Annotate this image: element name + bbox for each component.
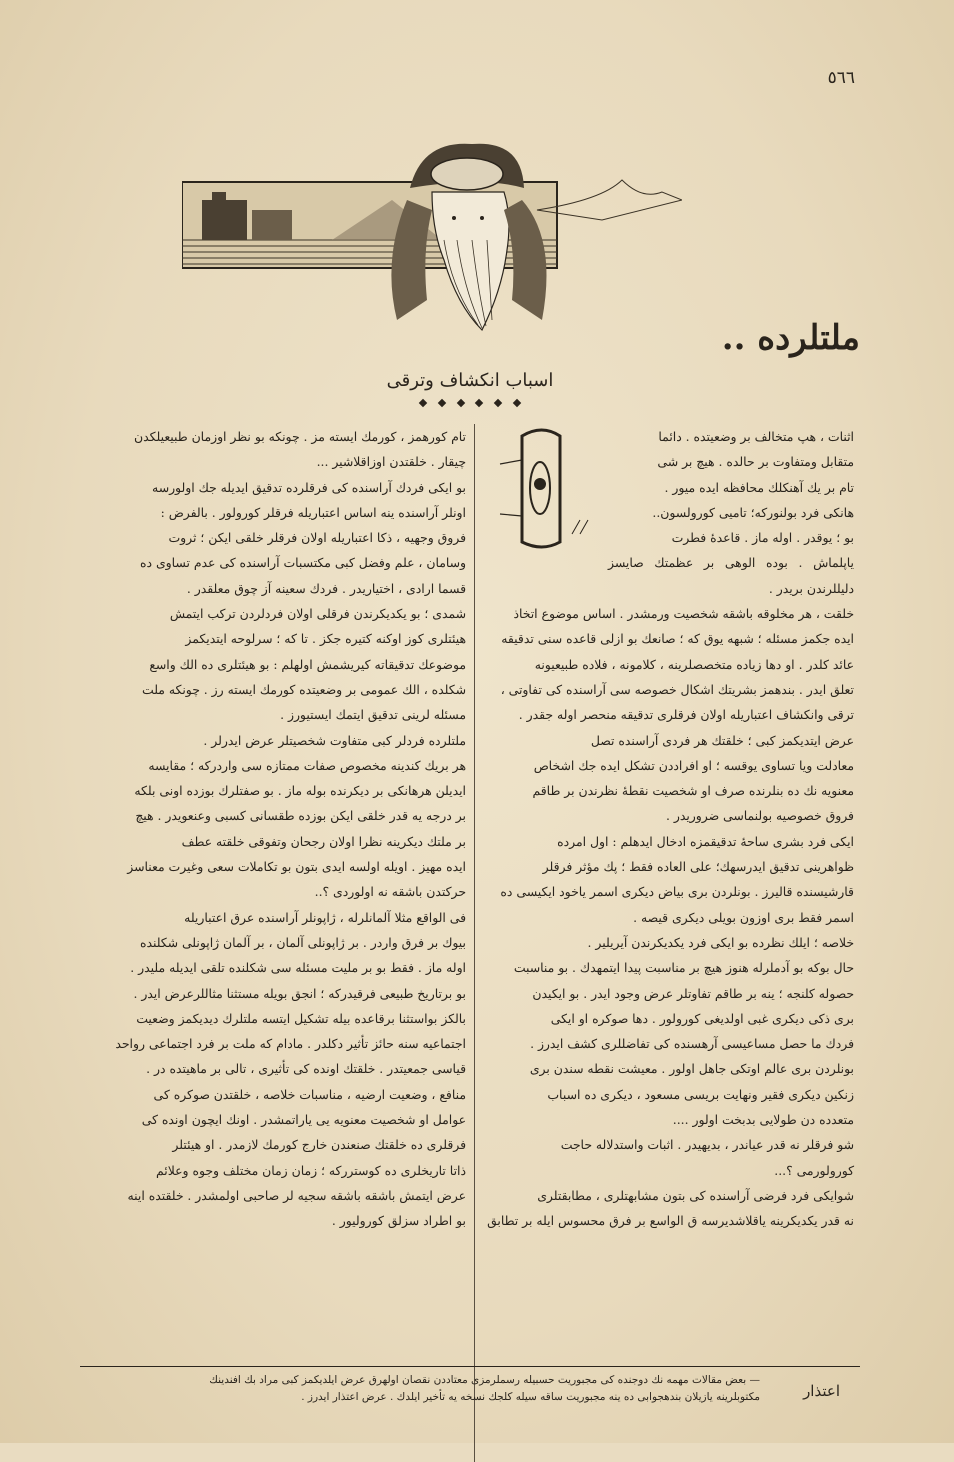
page-number: ٥٦٦ [827, 68, 855, 88]
paragraph-line: اثنات ، هپ متخالف بر وضعیتده . دائما [658, 429, 854, 444]
paragraph-line: ذاتا تاریخلری ده کوستررکه ؛ زمان زمان مختلف وجوه وعلائم [156, 1162, 466, 1178]
paragraph-line: بونلردن بری عالم اوتکی جاهل اولور . معیشت نقطه سندن بری [529, 1061, 854, 1077]
paragraph-line: اوله ماز . فقط بو بر ملیت مسئله سی شکلنده تلقی ایدیله ملیدر . [130, 960, 466, 976]
paragraph-line: وسامان ، علم وفضل کبی مکتسبات آراسنده کی عدم تساوی ده [140, 555, 466, 571]
paragraph-line: قیاسی جمعیتدر . خلقتك اونده کی تأثیری ، تالی بر ماهیتده در . [146, 1061, 466, 1077]
paragraph-line: زنکین دیکری فقیر ونهایت بریسی مسعود ، دیکری ده اسباب [547, 1086, 854, 1102]
paragraph-line: بری ذکی دیکری غبی اولدیغی کورولور . دها صوکره او ایکی [550, 1010, 854, 1026]
paragraph-line: عائد کلدر . او دها زیاده متخصصلرینه ، کلامونه ، فلاده طبیعیونه [534, 656, 854, 672]
paragraph-line: فرقلری ده خلقتك صنعندن خارج کورمك لازمدر . او هیئتلر [172, 1137, 466, 1153]
paragraph-line: بو ؛ یوقدر . اوله ماز . قاعدهٔ فطرت [671, 530, 854, 546]
paragraph-line: چیقار . خلقتدن اوزاقلاشیر ... [316, 454, 466, 470]
footnote-rule [80, 1366, 860, 1367]
paragraph-line: مسئله لرینی تدقیق ایتمك ایستیورز . [280, 707, 466, 723]
initial-letter-ornament [482, 424, 600, 552]
title-ornament [420, 400, 520, 408]
paragraph-line: فی الواقع مثلا آلمانلرله ، ژاپونلر آراسنده عرق اعتباریله [184, 909, 466, 925]
paragraph-line: یاپلماش . بوده الوهی بر عظمتك صایسز دلیللرندن بریدر . [608, 555, 854, 596]
paragraph-line: قارشیسنده قالیرز . بونلردن بری بیاض دیکری اسمر یاخود ایکیسی ده [500, 884, 854, 900]
paragraph-line: قسما ارادی ، اختیاریدر . فردك سعینه آز چوق معلقدر . [186, 580, 466, 596]
paragraph-line: عوامل او شخصیت معنویه یی یاراتمشدر . اونك ایچون اونده کی [141, 1112, 466, 1128]
paragraph-line: فروق خصوصیه بولنماسی ضروریدر . [665, 808, 854, 824]
paragraph-line: ظواهرینی تدقیق ایدرسهك؛ علی العاده فقط ؛ پك مؤثر فرقلر [542, 859, 854, 875]
paragraph-line: ملتلرده فردلر کبی متفاوت شخصیتلر عرض ایدرلر . [203, 732, 466, 748]
paragraph-line: ایده مهیز . اویله اولسه ایدی بتون بو تکاملات سعی وغیرت معناسز [127, 859, 466, 875]
right-column [482, 424, 854, 1460]
paragraph-line: اونلر آراسنده ینه اساس اعتباریله فرقلر کورولور . بالفرض : [160, 504, 466, 520]
paragraph-line: موضوعك تدقیقاته کیریشمش اولهلم : بو هیئتلری ده الك واسع [149, 656, 466, 672]
paragraph-line: ترقی وانکشاف اعتباریله اولان فرقلری تدقیقه منحصر اوله جقدر . [518, 707, 854, 723]
paragraph-line: کورولورمی ؟... [774, 1162, 854, 1178]
paragraph-line: بو ایکی فردك آراسنده کی فرقلرده تدقیق ایدیله جك اولورسه [152, 479, 466, 495]
paragraph-line: هر بریك کندینه مخصوص صفات ممتازه سی واردرکه ؛ مقایسه [148, 757, 466, 773]
paragraph-line: شمدی ؛ بو یکدیکرندن فرقلی اولان فردلردن ترکب ایتمش [169, 606, 466, 622]
paragraph-line: بالکز بواستثنا برقاعده بیله تشکیل ایتسه ملتلرك دیدیکمز وضعیت [136, 1010, 466, 1026]
footnote-line: مکتوبلرینه یازیلان بندهجوابی ده ینه مجبوریت ساقه سیله کلجك نسخه یه تأخیر ایلدك . عرض اعتذار ایدرز . [301, 1391, 760, 1403]
paragraph-line: تام بر یك آهنکلك محافظه ایده میور . [664, 479, 854, 495]
footnote-label: اعتذار [803, 1382, 840, 1400]
paragraph-line: بر ملتك دیکرینه نظرا اولان رجحان وتفوقی خلقته عطف [181, 833, 466, 849]
article-title: اسباب انکشاف وترقی [386, 370, 554, 391]
paragraph-line: بو برتاریخ طبیعی فرقیدرکه ؛ انجق بویله مستثنا مثاللرعرض ایدر . [133, 985, 466, 1001]
paragraph-line: شوایکی فرد فرضی آراسنده کی بتون مشابهتلری ، مطابقتلری [537, 1187, 854, 1203]
paragraph-line: ایده جکمز مسئله ؛ شبهه یوق که ؛ صانعك بو ازلی قاعده سنی تدقیقه [501, 631, 854, 647]
paragraph-line: خلقت ، هر مخلوقه باشقه شخصیت ورمشدر . اساس موضوع اتخاذ [513, 606, 854, 622]
paragraph-line: ایدیلن هرهانکی بر دیکرنده بوله ماز . بو صفتلرك بوزده اونی بلکه [134, 783, 466, 799]
paragraph-line: شکلده ، الك عمومی بر وضعیتده کورمك ایسته رز . چونکه ملت [142, 681, 466, 697]
paragraph-line: اسمر فقط بری اوزون بویلی دیکری قیصه . [633, 909, 854, 925]
paragraph-line: تام کورهمز ، کورمك ایسته مز . چونکه بو نظر اوزمان طبیعیلکدن [134, 429, 466, 444]
paragraph-line: عرض ایتمش باشقه باشقه سجیه لر صاحبی اولمشدر . خلقتده اینه [127, 1187, 466, 1203]
paragraph-line: بر درجه یه قدر خلقی ایکن بوزده طقسانی کسبی وعنعویدر . هیچ [135, 808, 466, 824]
header-illustration [182, 140, 682, 335]
paragraph-line: معادلت ویا تساوی یوقسه ؛ او افراددن تشکل ایده جك اشخاص [533, 757, 854, 773]
paragraph-line: عرض ایتدیکمز کبی ؛ خلقتك هر فردی آراسنده تصل [590, 732, 854, 748]
footnote-text [80, 1372, 760, 1406]
paragraph-line: بیوك بر فرق واردر . بر ژاپونلی آلمان ، بر آلمان ژاپونلی شکلنده [139, 934, 466, 950]
paragraph-line: حرکتدن باشقه نه اولوردی ؟.. [314, 884, 466, 900]
paragraph-line: حصوله کلنجه ؛ ینه بر طاقم تفاوتلر عرض وجود ایدر . بو ایکیدن [532, 985, 854, 1001]
paragraph-line: اجتماعیه سنه حائز تأثیر دکلدر . مادام که ملت بر فرد اجتماعی رواحد [115, 1036, 466, 1052]
paragraph-line: حال بوکه بو آدملرله هنوز هیچ بر مناسبت پیدا ایتمهدك . بو مناسبت [513, 960, 854, 976]
column-divider [474, 424, 475, 1462]
left-column [80, 424, 466, 1460]
paragraph-line: متقابل ومتفاوت بر حالده . هیچ بر شی [657, 454, 854, 470]
paragraph-line: هیئتلری کوز اوکنه کتیره جکز . تا که ؛ سرلوحه ایتدیکمز [185, 631, 466, 647]
paragraph-line: فروق وجهیه ، ذکا اعتباریله اولان فرقلر خلقی ایکن ؛ ثروت [168, 530, 466, 546]
section-heading: ملتلرده .. [721, 318, 860, 358]
paragraph-line: شو فرقلر نه قدر عیاندر ، بدیهیدر . اثبات واستدلاله حاجت [560, 1137, 854, 1153]
paragraph-line: متعدده دن طولایی بدبخت اولور .... [672, 1112, 854, 1128]
paragraph-line: فردك ما حصل مساعیسی آرهسنده کی تفاضللری کشف ایدرز . [530, 1036, 854, 1052]
footnote-line: — بعض مقالات مهمه نك دوجنده کی مجبوریت حسبیله رسملرمزی معتاددن نقصان اولهرق عرض ایلدیکمز کبی مراد بك افندینك [209, 1374, 760, 1386]
paragraph-line: تعلق ایدر . بندهمز بشریتك اشکال خصوصه سی آراسنده کی تفاوتی ، [500, 681, 854, 697]
paragraph-line: نه قدر یکدیکرینه یاقلاشدیرسه ق الواسع بر فرق محسوس ایله بر تطابق [487, 1213, 854, 1229]
paragraph-line: معنویه نك ده بنلرنده صرف او شخصیت نقطهٔ نظرندن بر طاقم [532, 783, 854, 799]
paragraph-line: منافع ، وضعیت ارضیه ، مناسبات خلاصه ، خلقتدن صوکره کی [153, 1086, 466, 1102]
paragraph-line: هانکی فرد بولنورکه؛ تامیی کورولسون.. [652, 504, 854, 520]
paragraph-line: بو اطراد سزلق کورولیور . [331, 1213, 466, 1229]
paragraph-line: خلاصه ؛ ایلك نظرده بو ایکی فرد یکدیکرندن آیریلیر . [587, 934, 854, 950]
paragraph-line: ایکی فرد بشری ساحهٔ تدقیقمزه ادخال ایدهلم : اول امرده [557, 833, 854, 849]
